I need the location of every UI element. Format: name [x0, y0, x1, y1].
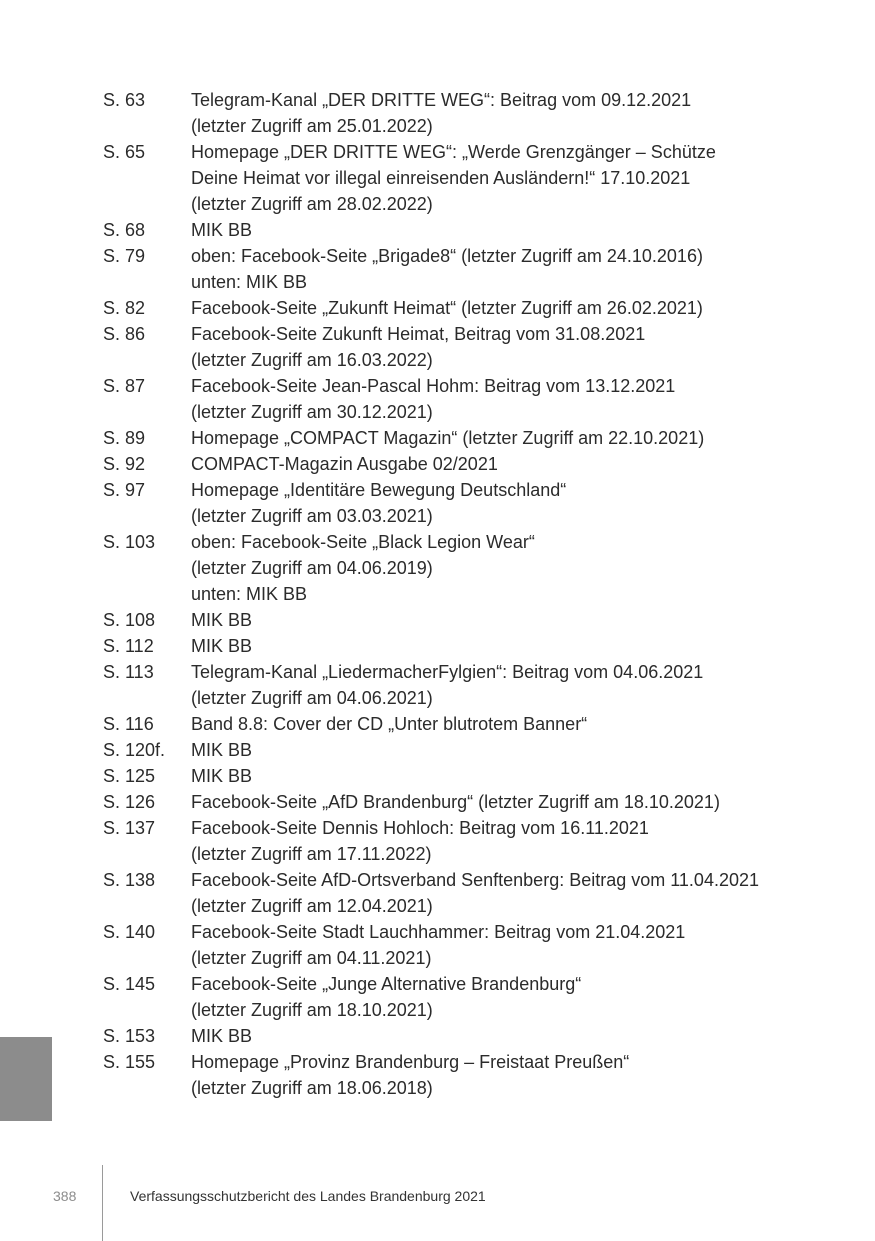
credit-source-line: Facebook-Seite „Zukunft Heimat“ (letzter Zugriff am 26.02.2021): [191, 298, 703, 318]
credit-entry: [103, 87, 803, 139]
credit-source-line: (letzter Zugriff am 18.06.2018): [191, 1078, 433, 1098]
credit-page-ref: S. 138: [103, 870, 156, 890]
credit-page-ref: S. 108: [103, 610, 156, 630]
credit-entry: [103, 451, 803, 477]
credit-source: [191, 321, 803, 373]
credit-source-line: Facebook-Seite Dennis Hohloch: Beitrag vom 16.11.2021: [191, 818, 649, 838]
footer-divider: [102, 1165, 103, 1241]
credit-source-line: unten: MIK BB: [191, 584, 308, 604]
credit-source: [191, 919, 803, 971]
credit-source-line: Homepage „DER DRITTE WEG“: „Werde Grenzgänger – Schütze: [191, 142, 716, 162]
credit-source-line: Facebook-Seite Zukunft Heimat, Beitrag vom 31.08.2021: [191, 324, 646, 344]
credit-source-line: (letzter Zugriff am 18.10.2021): [191, 1000, 433, 1020]
credit-source-line: (letzter Zugriff am 16.03.2022): [191, 350, 433, 370]
credit-source-line: (letzter Zugriff am 04.06.2021): [191, 688, 433, 708]
credit-entry: [103, 529, 803, 607]
credit-source-line: MIK BB: [191, 766, 253, 786]
credit-source-line: (letzter Zugriff am 25.01.2022): [191, 116, 433, 136]
credit-source-line: oben: Facebook-Seite „Brigade8“ (letzter Zugriff am 24.10.2016): [191, 246, 703, 266]
credit-source: [191, 1049, 803, 1101]
credit-source-line: (letzter Zugriff am 28.02.2022): [191, 194, 433, 214]
credit-entry: [103, 867, 803, 919]
credit-source-line: (letzter Zugriff am 04.06.2019): [191, 558, 433, 578]
credit-page-ref: S. 137: [103, 818, 156, 838]
credit-source: [191, 815, 803, 867]
credit-entry: [103, 737, 803, 763]
credit-source: [191, 867, 803, 919]
credit-page-ref: S. 65: [103, 142, 146, 162]
credit-source-line: MIK BB: [191, 220, 253, 240]
credit-source: [191, 763, 803, 789]
credit-page-ref: S. 103: [103, 532, 156, 552]
credit-page-ref: S. 97: [103, 480, 146, 500]
credit-entry: [103, 295, 803, 321]
credit-page-ref: S. 125: [103, 766, 156, 786]
credit-source: [191, 1023, 803, 1049]
credit-entry: [103, 425, 803, 451]
credit-source-line: Homepage „Provinz Brandenburg – Freistaat Preußen“: [191, 1052, 630, 1072]
credit-source: [191, 633, 803, 659]
credit-entry: [103, 815, 803, 867]
credit-source: [191, 451, 803, 477]
image-credits-list: [103, 87, 803, 1101]
credit-page-ref: S. 79: [103, 246, 146, 266]
credit-source-line: Facebook-Seite Stadt Lauchhammer: Beitrag vom 21.04.2021: [191, 922, 686, 942]
credit-source-line: Facebook-Seite Jean-Pascal Hohm: Beitrag vom 13.12.2021: [191, 376, 676, 396]
credit-source-line: Telegram-Kanal „DER DRITTE WEG“: Beitrag vom 09.12.2021: [191, 90, 692, 110]
credit-source-line: (letzter Zugriff am 04.11.2021): [191, 948, 432, 968]
credit-entry: [103, 1049, 803, 1101]
credit-page-ref: S. 153: [103, 1026, 156, 1046]
credit-source: [191, 789, 803, 815]
credit-source: [191, 243, 803, 295]
credit-source: [191, 425, 803, 451]
credit-entry: [103, 139, 803, 217]
footer-publication-title: Verfassungsschutzbericht des Landes Brandenburg 2021: [130, 1188, 486, 1204]
credit-entry: [103, 919, 803, 971]
credit-page-ref: S. 112: [103, 636, 154, 656]
credit-entry: [103, 217, 803, 243]
credit-page-ref: S. 68: [103, 220, 146, 240]
credit-entry: [103, 763, 803, 789]
credit-entry: [103, 1023, 803, 1049]
credit-source: [191, 139, 803, 217]
credit-page-ref: S. 82: [103, 298, 146, 318]
credit-entry: [103, 477, 803, 529]
credit-source-line: (letzter Zugriff am 30.12.2021): [191, 402, 433, 422]
credit-entry: [103, 633, 803, 659]
credit-source: [191, 87, 803, 139]
credit-source-line: (letzter Zugriff am 03.03.2021): [191, 506, 433, 526]
credit-page-ref: S. 126: [103, 792, 156, 812]
credit-page-ref: S. 86: [103, 324, 146, 344]
credit-entry: [103, 321, 803, 373]
credit-source: [191, 711, 803, 737]
credit-source-line: Homepage „Identitäre Bewegung Deutschland“: [191, 480, 567, 500]
chapter-side-tab: [0, 1037, 52, 1121]
credit-source: [191, 971, 803, 1023]
credit-source-line: (letzter Zugriff am 17.11.2022): [191, 844, 432, 864]
credit-source-line: (letzter Zugriff am 12.04.2021): [191, 896, 433, 916]
credit-source-line: Facebook-Seite AfD-Ortsverband Senftenberg: Beitrag vom 11.04.2021: [191, 870, 759, 890]
credit-source-line: MIK BB: [191, 636, 253, 656]
credit-page-ref: S. 116: [103, 714, 154, 734]
credit-source-line: MIK BB: [191, 610, 253, 630]
credit-page-ref: S. 140: [103, 922, 156, 942]
credit-page-ref: S. 89: [103, 428, 146, 448]
credit-page-ref: S. 87: [103, 376, 146, 396]
credit-source: [191, 373, 803, 425]
credit-source-line: oben: Facebook-Seite „Black Legion Wear“: [191, 532, 535, 552]
credit-source: [191, 529, 803, 607]
credit-entry: [103, 607, 803, 633]
credit-page-ref: S. 120f.: [103, 740, 166, 760]
credit-source-line: Facebook-Seite „Junge Alternative Brandenburg“: [191, 974, 582, 994]
credit-source-line: MIK BB: [191, 740, 253, 760]
credit-entry: [103, 789, 803, 815]
credit-source: [191, 217, 803, 243]
credit-source-line: MIK BB: [191, 1026, 253, 1046]
credit-source: [191, 607, 803, 633]
credit-source-line: Deine Heimat vor illegal einreisenden Ausländern!“ 17.10.2021: [191, 168, 691, 188]
credit-page-ref: S. 113: [103, 662, 154, 682]
credit-source-line: COMPACT-Magazin Ausgabe 02/2021: [191, 454, 498, 474]
credit-source-line: Band 8.8: Cover der CD „Unter blutrotem Banner“: [191, 714, 588, 734]
credit-source: [191, 659, 803, 711]
footer-page-number: 388: [53, 1188, 77, 1204]
credit-source: [191, 295, 803, 321]
credit-entry: [103, 243, 803, 295]
credit-page-ref: S. 155: [103, 1052, 156, 1072]
credit-page-ref: S. 145: [103, 974, 156, 994]
credit-page-ref: S. 63: [103, 90, 146, 110]
credit-entry: [103, 659, 803, 711]
credit-entry: [103, 711, 803, 737]
credit-source: [191, 477, 803, 529]
credit-source-line: unten: MIK BB: [191, 272, 308, 292]
credit-entry: [103, 971, 803, 1023]
credit-entry: [103, 373, 803, 425]
credit-source-line: Telegram-Kanal „LiedermacherFylgien“: Beitrag vom 04.06.2021: [191, 662, 704, 682]
credit-source-line: Homepage „COMPACT Magazin“ (letzter Zugriff am 22.10.2021): [191, 428, 705, 448]
credit-page-ref: S. 92: [103, 454, 146, 474]
credit-source-line: Facebook-Seite „AfD Brandenburg“ (letzter Zugriff am 18.10.2021): [191, 792, 720, 812]
credit-source: [191, 737, 803, 763]
